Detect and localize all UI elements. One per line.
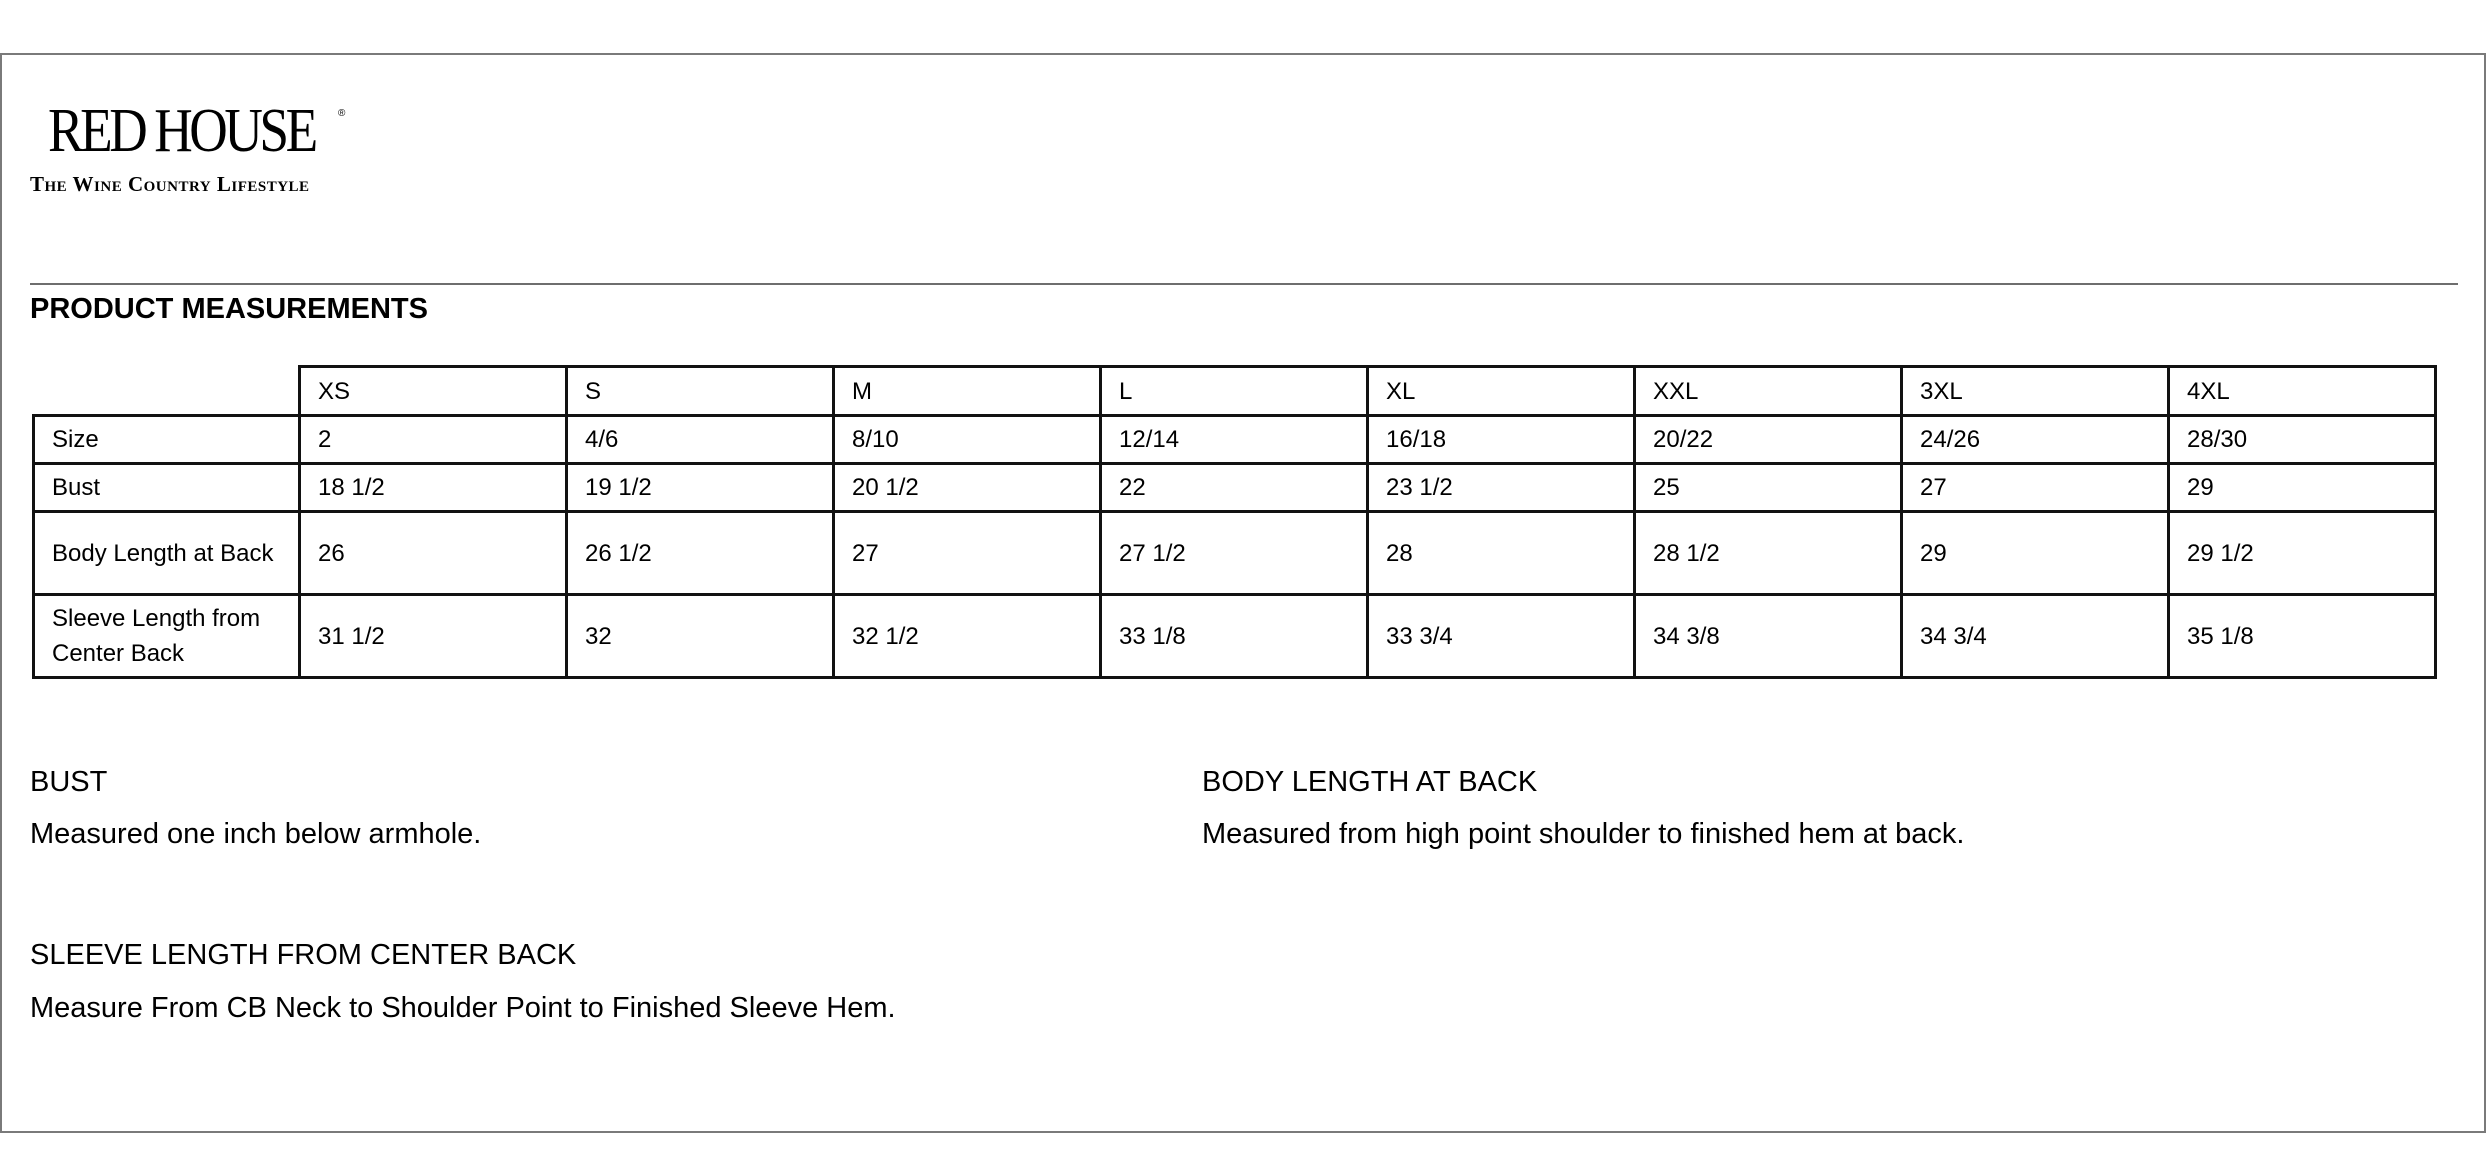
- sleeve-length-heading: SLEEVE LENGTH FROM CENTER BACK: [30, 939, 577, 971]
- table-cell: 32 1/2: [834, 595, 1101, 678]
- table-cell: 27 1/2: [1101, 512, 1368, 595]
- bust-description: Measured one inch below armhole.: [30, 818, 482, 850]
- table-header-cell: 4XL: [2169, 367, 2436, 416]
- table-cell: 28 1/2: [1635, 512, 1902, 595]
- measurements-table: [32, 365, 2437, 679]
- table-row: [34, 464, 2436, 512]
- table-header-cell: XS: [300, 367, 567, 416]
- table-header-cell: L: [1101, 367, 1368, 416]
- table-cell: 25: [1635, 464, 1902, 512]
- table-cell: 26: [300, 512, 567, 595]
- table-cell: 24/26: [1902, 416, 2169, 464]
- table-cell: 32: [567, 595, 834, 678]
- table-cell: 23 1/2: [1368, 464, 1635, 512]
- table-header-cell: XL: [1368, 367, 1635, 416]
- table-cell: 12/14: [1101, 416, 1368, 464]
- table-cell: 16/18: [1368, 416, 1635, 464]
- table-cell: 34 3/8: [1635, 595, 1902, 678]
- table-cell: 29: [1902, 512, 2169, 595]
- table-cell: 28: [1368, 512, 1635, 595]
- table-cell: 19 1/2: [567, 464, 834, 512]
- section-title: PRODUCT MEASUREMENTS: [30, 293, 428, 325]
- body-length-description: Measured from high point shoulder to finished hem at back.: [1202, 818, 1965, 850]
- logo-tagline: The Wine Country Lifestyle: [30, 172, 310, 196]
- table-row: [34, 595, 2436, 678]
- row-label: Bust: [34, 464, 300, 512]
- table-header-cell: 3XL: [1902, 367, 2169, 416]
- table-cell: 22: [1101, 464, 1368, 512]
- table-cell: 28/30: [2169, 416, 2436, 464]
- table-cell: 4/6: [567, 416, 834, 464]
- table-row: [34, 416, 2436, 464]
- table-cell: 2: [300, 416, 567, 464]
- table-cell: 35 1/8: [2169, 595, 2436, 678]
- row-label: Size: [34, 416, 300, 464]
- table-cell: 27: [1902, 464, 2169, 512]
- table-cell: 33 1/8: [1101, 595, 1368, 678]
- table-header-row: [34, 367, 2436, 416]
- table-header-cell: S: [567, 367, 834, 416]
- table-cell: 27: [834, 512, 1101, 595]
- sleeve-length-description: Measure From CB Neck to Shoulder Point to Finished Sleeve Hem.: [30, 992, 896, 1024]
- table-cell: 33 3/4: [1368, 595, 1635, 678]
- table-header-cell: M: [834, 367, 1101, 416]
- table-cell: 34 3/4: [1902, 595, 2169, 678]
- table-row: [34, 512, 2436, 595]
- table-header-cell: XXL: [1635, 367, 1902, 416]
- table-cell: 29: [2169, 464, 2436, 512]
- table-cell: 8/10: [834, 416, 1101, 464]
- table-cell: 31 1/2: [300, 595, 567, 678]
- table-cell: 20/22: [1635, 416, 1902, 464]
- header-divider: [30, 283, 2458, 285]
- row-label: Body Length at Back: [34, 512, 300, 595]
- body-length-heading: BODY LENGTH AT BACK: [1202, 766, 1538, 798]
- bust-heading: BUST: [30, 766, 108, 798]
- row-label: Sleeve Length from Center Back: [34, 595, 300, 678]
- table-cell: 26 1/2: [567, 512, 834, 595]
- table-header-cell: [34, 367, 300, 416]
- table-cell: 20 1/2: [834, 464, 1101, 512]
- table-cell: 18 1/2: [300, 464, 567, 512]
- logo-registered-mark: ®: [338, 108, 346, 119]
- table-cell: 29 1/2: [2169, 512, 2436, 595]
- logo-brand-name: RED HOUSE: [48, 97, 315, 165]
